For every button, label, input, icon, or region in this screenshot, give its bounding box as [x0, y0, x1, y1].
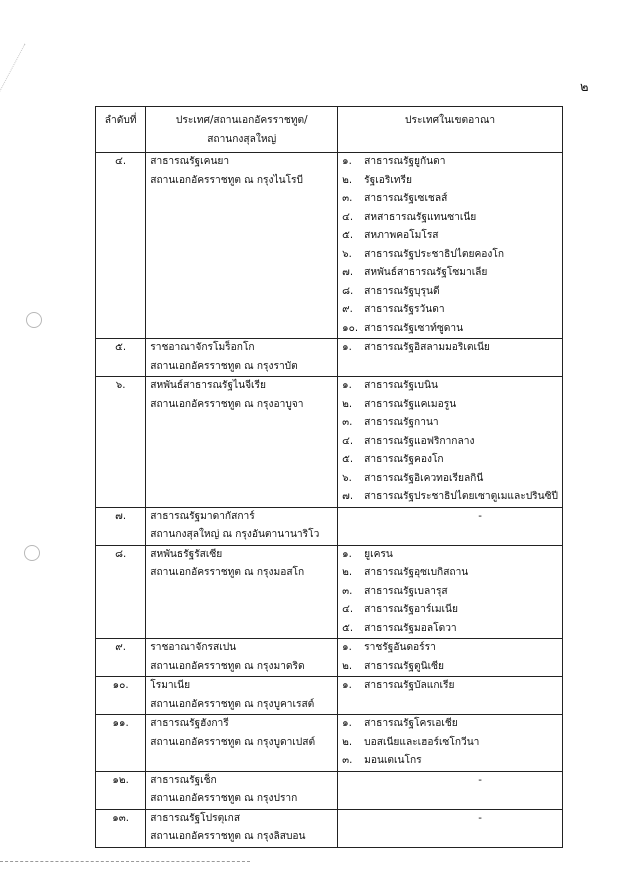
jurisdiction-item-name: สาธารณรัฐอาร์เมเนีย [364, 604, 458, 615]
jurisdiction-item [342, 677, 558, 696]
embassy-country: สาธารณรัฐเช็ก [150, 774, 217, 786]
jurisdiction-item-name: สาธารณรัฐยูกันดา [364, 156, 446, 167]
jurisdiction-item-number: ๒. [342, 567, 353, 578]
table-row [96, 809, 563, 847]
embassy-country: สาธารณรัฐฮังการี [150, 718, 229, 729]
row-number: ๑๐. [96, 677, 146, 715]
embassy-mission: สถานเอกอัครราชทูต ณ กรุงปราก [150, 793, 298, 804]
embassy-country: สาธารณรัฐมาดากัสการ์ [150, 510, 255, 522]
jurisdiction-list [342, 546, 558, 639]
table-row [96, 639, 563, 677]
jurisdiction-item-number: ๕. [342, 454, 354, 465]
jurisdiction-item [342, 451, 558, 470]
jurisdiction-item [342, 246, 558, 265]
jurisdiction-cell [338, 809, 563, 847]
jurisdiction-item-number: ๗. [342, 267, 354, 278]
jurisdiction-item-name: สาธารณรัฐประชาธิปไตยคองโก [364, 248, 505, 260]
jurisdiction-item [342, 414, 558, 433]
jurisdiction-item [342, 752, 558, 771]
jurisdiction-cell [338, 677, 563, 715]
jurisdiction-item-number: ๔. [342, 604, 354, 615]
jurisdiction-item [342, 283, 558, 302]
jurisdiction-item-number: ๖. [342, 472, 352, 484]
jurisdiction-item-name: สาธารณรัฐประชาธิปไตยเซาตูเมและปรินซิปี [364, 491, 558, 502]
jurisdiction-item-name: สาธารณรัฐมอลโดวา [364, 622, 457, 634]
jurisdiction-item-name: ราชรัฐอันดอร์รา [364, 642, 436, 653]
embassy-cell [146, 771, 338, 809]
jurisdiction-item-name: รัฐเอริเทรีย [364, 174, 412, 186]
jurisdiction-item-number: ๙. [342, 304, 353, 315]
punch-hole-mark-lower [24, 545, 40, 561]
header-countries: ประเทศในเขตอาณา [338, 107, 563, 153]
jurisdiction-item-name: สาธารณรัฐอิเควทอเรียลกินี [364, 472, 484, 484]
jurisdiction-item [342, 620, 558, 639]
jurisdiction-item-number: ๑. [342, 380, 352, 391]
header-embassy-line2: สถานกงสุลใหญ่ [207, 134, 277, 145]
embassy-country: สาธารณรัฐโปรตุเกส [150, 812, 241, 824]
jurisdiction-item-number: ๒. [342, 660, 353, 672]
header-no: ลำดับที่ [96, 107, 146, 153]
embassy-cell [146, 639, 338, 677]
jurisdiction-item-number: ๑. [342, 718, 352, 729]
jurisdiction-item-name: สาธารณรัฐรวันดา [364, 304, 445, 315]
jurisdiction-item-name: สาธารณรัฐบุรุนดี [364, 285, 440, 297]
jurisdiction-item-number: ๕. [342, 622, 354, 634]
table-row [96, 677, 563, 715]
row-number: ๑๒. [96, 771, 146, 809]
row-number: ๔. [96, 153, 146, 339]
jurisdiction-item-name: สาธารณรัฐแอฟริกากลาง [364, 435, 475, 447]
embassy-cell [146, 339, 338, 377]
embassy-mission: สถานเอกอัครราชทูต ณ กรุงมอสโก [150, 567, 305, 578]
jurisdiction-item-name: บอสเนียและเฮอร์เซโกวีนา [364, 736, 480, 748]
scan-edge-mark [0, 44, 26, 107]
embassy-cell [146, 377, 338, 508]
jurisdiction-item-number: ๔. [342, 211, 354, 223]
jurisdiction-item [342, 715, 558, 734]
row-number: ๘. [96, 545, 146, 639]
jurisdiction-cell [338, 339, 563, 377]
table-row [96, 153, 563, 339]
jurisdiction-cell [338, 771, 563, 809]
embassy-mission: สถานเอกอัครราชทูต ณ กรุงอาบูจา [150, 398, 304, 410]
table-row [96, 771, 563, 809]
jurisdiction-list [342, 153, 558, 338]
jurisdiction-item-number: ๑๐. [342, 322, 359, 334]
jurisdiction-item-name: สาธารณรัฐเซาท์ซูดาน [364, 322, 464, 334]
jurisdiction-item-name: มอนเตเนโกร [364, 755, 422, 766]
embassy-country: ราชอาณาจักรสเปน [150, 642, 237, 653]
jurisdiction-item-number: ๓. [342, 193, 353, 204]
jurisdiction-item-name: สาธารณรัฐเบลารุส [364, 585, 448, 597]
header-embassy-line1: ประเทศ/สถานเอกอัครราชทูต/ [175, 115, 308, 126]
jurisdiction-cell [338, 507, 563, 545]
bottom-scan-dash [0, 861, 250, 862]
table-body [96, 153, 563, 848]
row-number: ๙. [96, 639, 146, 677]
jurisdiction-item [342, 470, 558, 489]
jurisdiction-item [342, 153, 558, 172]
jurisdiction-cell [338, 377, 563, 508]
embassy-mission: สถานกงสุลใหญ่ ณ กรุงอันตานานาริโว [150, 529, 320, 540]
jurisdiction-item [342, 601, 558, 620]
jurisdiction-item-number: ๑. [342, 156, 352, 167]
no-jurisdiction-dash: - [478, 510, 482, 522]
jurisdiction-list [342, 639, 558, 676]
jurisdiction-item-name: สาธารณรัฐอุซเบกิสถาน [364, 567, 469, 578]
jurisdiction-item [342, 488, 558, 507]
table-row [96, 339, 563, 377]
embassy-cell [146, 677, 338, 715]
jurisdiction-list [342, 377, 558, 507]
jurisdiction-list [342, 677, 558, 696]
row-number: ๑๑. [96, 715, 146, 772]
jurisdiction-item-number: ๑. [342, 548, 352, 560]
jurisdiction-item [342, 264, 558, 283]
jurisdiction-item-name: สหภาพคอโมโรส [364, 230, 439, 241]
jurisdiction-cell [338, 153, 563, 339]
jurisdiction-list [342, 339, 558, 358]
jurisdiction-item-name: สาธารณรัฐบัลแกเรีย [364, 680, 455, 691]
embassy-country: สหพันธรัฐรัสเซีย [150, 548, 223, 560]
jurisdiction-item [342, 190, 558, 209]
jurisdiction-item-name: สาธารณรัฐเซเชลส์ [364, 193, 448, 204]
header-embassy [146, 107, 338, 153]
embassy-cell [146, 809, 338, 847]
jurisdiction-item-number: ๑. [342, 342, 352, 353]
table-row [96, 545, 563, 639]
row-number: ๕. [96, 339, 146, 377]
embassy-country: สหพันธ์สาธารณรัฐไนจีเรีย [150, 380, 266, 391]
jurisdiction-list [342, 715, 558, 771]
jurisdiction-item [342, 734, 558, 753]
jurisdiction-item-number: ๒. [342, 398, 353, 410]
table-row [96, 715, 563, 772]
jurisdiction-item-name: สาธารณรัฐโครเอเชีย [364, 718, 458, 729]
jurisdiction-item [342, 433, 558, 452]
embassy-mission: สถานเอกอัครราชทูต ณ กรุงลิสบอน [150, 831, 306, 842]
jurisdiction-item [342, 639, 558, 658]
embassy-country: โรมาเนีย [150, 680, 191, 691]
embassy-cell [146, 153, 338, 339]
jurisdiction-item-number: ๑. [342, 680, 352, 691]
jurisdiction-item-number: ๑. [342, 642, 352, 653]
jurisdiction-item-number: ๘. [342, 285, 354, 297]
jurisdiction-item [342, 301, 558, 320]
jurisdiction-item-number: ๓. [342, 585, 353, 597]
no-jurisdiction-dash: - [478, 812, 482, 824]
jurisdiction-item [342, 172, 558, 191]
embassy-mission: สถานเอกอัครราชทูต ณ กรุงไนโรบี [150, 174, 303, 186]
embassy-cell [146, 715, 338, 772]
table-row [96, 377, 563, 508]
row-number: ๖. [96, 377, 146, 508]
jurisdiction-item-name: สาธารณรัฐเบนิน [364, 380, 438, 391]
jurisdiction-item-number: ๖. [342, 248, 352, 260]
jurisdiction-item-name: สาธารณรัฐกานา [364, 417, 439, 428]
jurisdiction-item-number: ๓. [342, 755, 353, 766]
jurisdiction-item-name: สาธารณรัฐคองโก [364, 454, 444, 465]
page-number: ๒ [580, 80, 589, 95]
table-header-row [96, 107, 563, 153]
table-row [96, 507, 563, 545]
jurisdiction-cell [338, 545, 563, 639]
jurisdiction-item-name: สหพันธ์สาธารณรัฐโซมาเลีย [364, 267, 488, 278]
jurisdiction-item-name: ยูเครน [364, 548, 393, 560]
mission-jurisdiction-table [95, 106, 563, 848]
jurisdiction-item [342, 564, 558, 583]
jurisdiction-cell [338, 639, 563, 677]
jurisdiction-item-name: สาธารณรัฐตูนิเซีย [364, 660, 444, 672]
jurisdiction-item [342, 583, 558, 602]
punch-hole-mark-upper [26, 312, 42, 328]
jurisdiction-item [342, 339, 558, 358]
embassy-cell [146, 507, 338, 545]
embassy-mission: สถานเอกอัครราชทูต ณ กรุงบูคาเรสต์ [150, 698, 315, 710]
embassy-country: ราชอาณาจักรโมร็อกโก [150, 342, 255, 353]
jurisdiction-item-name: สาธารณรัฐอิสลามมอริเตเนีย [364, 342, 490, 353]
jurisdiction-item-number: ๒. [342, 174, 353, 186]
jurisdiction-item [342, 396, 558, 415]
jurisdiction-item [342, 658, 558, 677]
jurisdiction-item [342, 209, 558, 228]
jurisdiction-item-name: สาธารณรัฐแคเมอรูน [364, 398, 457, 410]
jurisdiction-item-number: ๓. [342, 417, 353, 428]
jurisdiction-item-number: ๒. [342, 736, 353, 748]
row-number: ๑๓. [96, 809, 146, 847]
row-number: ๗. [96, 507, 146, 545]
no-jurisdiction-dash: - [478, 774, 482, 786]
jurisdiction-item [342, 546, 558, 565]
jurisdiction-item [342, 320, 558, 339]
embassy-mission: สถานเอกอัครราชทูต ณ กรุงราบัต [150, 360, 298, 372]
jurisdiction-cell [338, 715, 563, 772]
jurisdiction-item-number: ๗. [342, 491, 354, 502]
embassy-mission: สถานเอกอัครราชทูต ณ กรุงบูดาเปสต์ [150, 736, 316, 748]
jurisdiction-item-number: ๕. [342, 230, 354, 241]
jurisdiction-item-number: ๔. [342, 435, 354, 447]
embassy-cell [146, 545, 338, 639]
embassy-mission: สถานเอกอัครราชทูต ณ กรุงมาดริด [150, 660, 305, 672]
jurisdiction-item [342, 377, 558, 396]
jurisdiction-item [342, 227, 558, 246]
embassy-country: สาธารณรัฐเคนยา [150, 156, 230, 167]
jurisdiction-item-name: สหสาธารณรัฐแทนซาเนีย [364, 211, 477, 223]
